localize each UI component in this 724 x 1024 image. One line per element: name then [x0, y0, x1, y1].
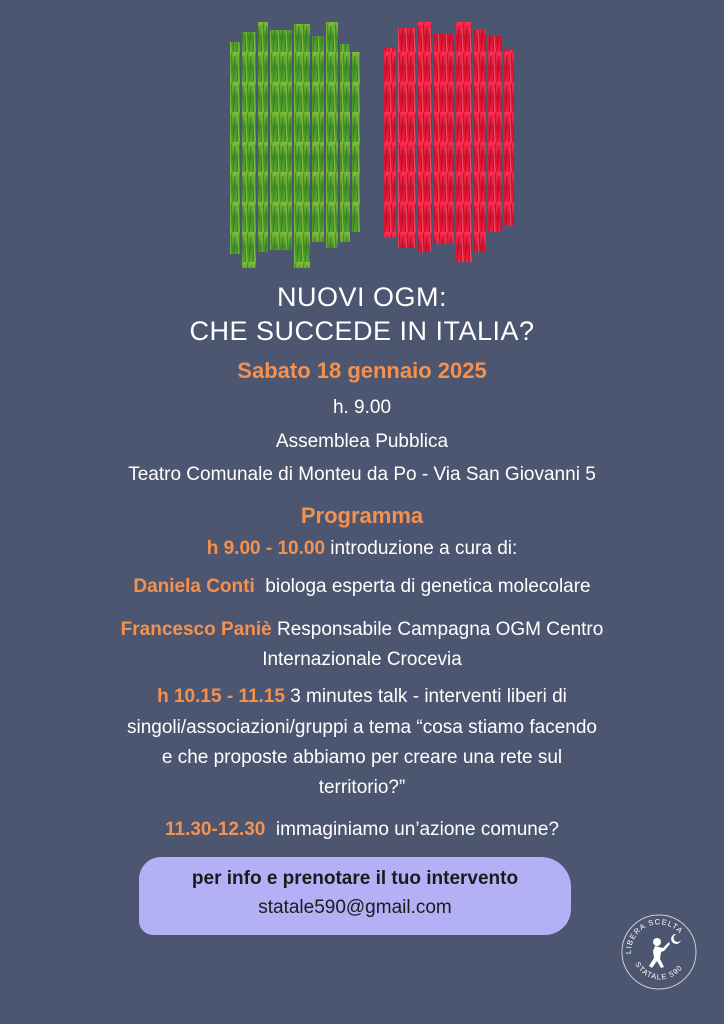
- program-item-2-line-4: territorio?”: [318, 777, 406, 798]
- program-item-1-text: introduzione a cura di:: [325, 538, 518, 559]
- event-date: Sabato 18 gennaio 2025: [237, 358, 487, 383]
- program-item-2: [0, 685, 724, 709]
- libera-scelta-logo: [619, 912, 699, 992]
- logo-text-bottom: STATALE 590: [633, 960, 685, 982]
- event-type: Assemblea Pubblica: [275, 431, 449, 452]
- program-item-2-line-2: singoli/associazioni/gruppi a tema “cosa stiamo facendo: [127, 717, 597, 738]
- speaker-1: [0, 575, 724, 599]
- title-line-1: NUOVI OGM:: [276, 282, 447, 312]
- child-figure-icon: [649, 934, 681, 968]
- speaker-1-role: biologa esperta di genetica molecolare: [254, 576, 591, 597]
- green-strips: [230, 22, 360, 268]
- hero-image: [228, 22, 518, 272]
- speaker-2-role-line-1: Responsabile Campagna OGM Centro: [271, 619, 604, 640]
- logo-text-top: LIBERA SCELTA: [623, 917, 686, 955]
- info-title: per info e prenotare il tuo intervento: [191, 868, 519, 889]
- program-item-2-line-1: 3 minutes talk - interventi liberi di: [284, 686, 567, 707]
- speaker-2: [0, 618, 724, 642]
- grass-strips-illustration: [228, 22, 518, 272]
- program-item-2-line-3: e che proposte abbiamo per creare una rete sul: [161, 747, 563, 768]
- program-item-3-time: 11.30-12.30: [165, 819, 266, 840]
- program-item-1: [0, 537, 724, 561]
- program-heading: Programma: [300, 503, 424, 528]
- logo-emblem: [619, 912, 699, 992]
- event-time: h. 9.00: [332, 397, 392, 418]
- info-email-link[interactable]: statale590@gmail.com: [258, 897, 452, 918]
- info-box: [139, 857, 571, 935]
- program-item-3: [0, 818, 724, 842]
- event-venue: Teatro Comunale di Monteu da Po - Via San Giovanni 5: [128, 464, 596, 485]
- speaker-2-role-line-2: Internazionale Crocevia: [262, 649, 462, 670]
- program-item-2-time: h 10.15 - 11.15: [157, 686, 285, 707]
- title-line-2: CHE SUCCEDE IN ITALIA?: [189, 316, 535, 346]
- speaker-2-name: Francesco Paniè: [120, 619, 272, 640]
- program-item-1-time: h 9.00 - 10.00: [206, 538, 326, 559]
- red-strips: [384, 22, 514, 262]
- program-item-3-text: immaginiamo un’azione comune?: [265, 819, 559, 840]
- speaker-1-name: Daniela Conti: [133, 576, 255, 597]
